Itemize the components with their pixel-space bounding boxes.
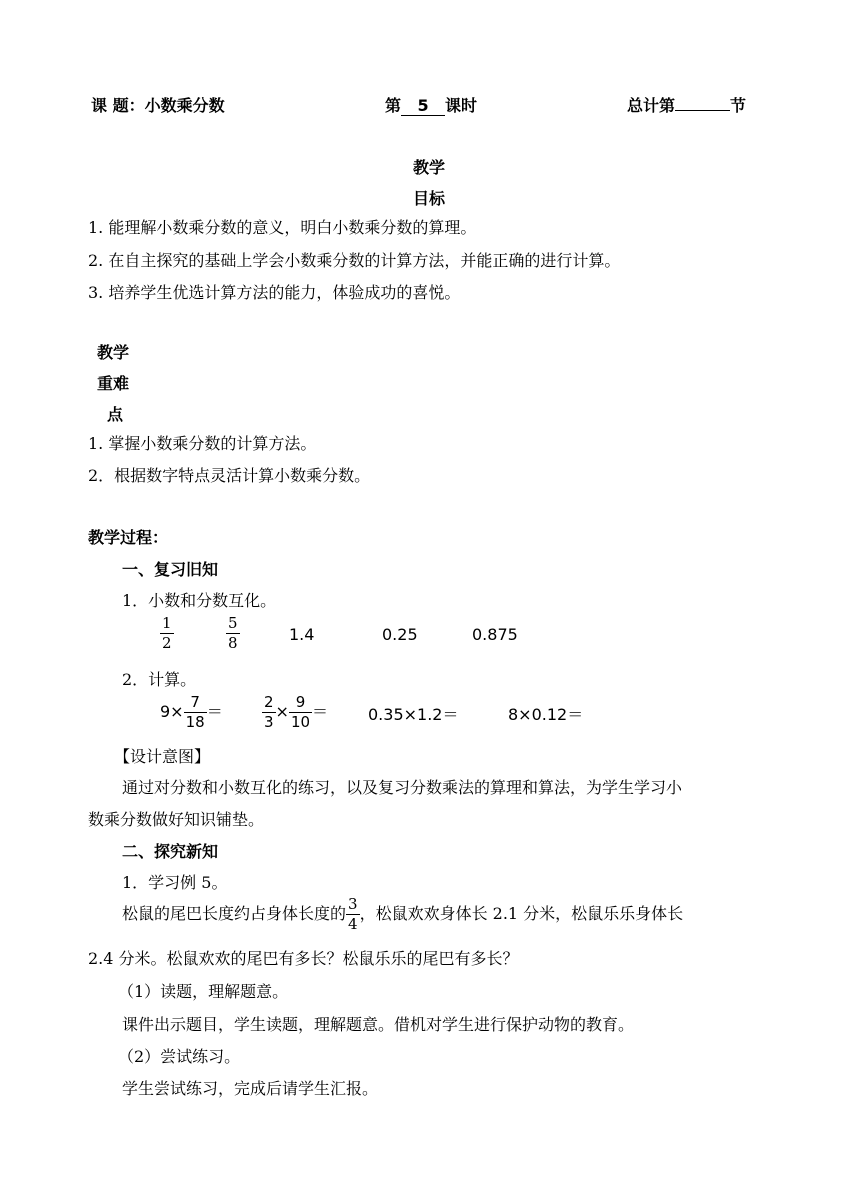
fraction-numerator: 5 (228, 614, 238, 632)
keypoints-heading-3: 点 (107, 405, 124, 424)
example-line-2: 2.4 分米。松鼠欢欢的尾巴有多长？松鼠乐乐的尾巴有多长？ (88, 949, 519, 968)
calc-expression-3: 0.35×1.2＝ (368, 705, 459, 724)
step-1: （1）读题，理解题意。 (118, 982, 289, 1001)
review-item-2: 2．计算。 (122, 670, 197, 689)
fraction-denominator: 8 (228, 634, 238, 652)
review-heading: 一、复习旧知 (122, 560, 219, 579)
fraction-numerator: 3 (348, 895, 358, 913)
total-no (675, 110, 730, 111)
example-line-1 (122, 894, 683, 934)
step-1-text: 课件出示题目，学生读题，理解题意。借机对学生进行保护动物的教育。 (122, 1015, 635, 1034)
keypoints-heading-2: 重难 (97, 374, 130, 393)
calc-expression-2 (262, 692, 328, 732)
keypoint-item: 2．根据数字特点灵活计算小数乘分数。 (88, 466, 371, 485)
goals-heading-2: 目标 (413, 189, 446, 208)
explore-item-1: 1．学习例 5。 (122, 873, 228, 892)
review-item-1: 1．小数和分数互化。 (122, 591, 277, 610)
design-text-line-2: 数乘分数做好知识铺垫。 (88, 810, 265, 829)
goals-heading-1: 教学 (413, 158, 446, 177)
conversion-decimal: 1.4 (289, 625, 315, 644)
keypoints-heading-1: 教学 (97, 343, 130, 362)
fraction-denominator: 3 (264, 713, 274, 731)
calc-text: ＝ (206, 702, 223, 721)
fraction-denominator: 4 (348, 915, 358, 933)
process-heading: 教学过程： (88, 528, 169, 547)
fraction-denominator: 10 (290, 713, 311, 731)
fraction-numerator: 2 (264, 693, 274, 711)
topic-label: 课 题： (91, 96, 145, 115)
calc-text: 9× (160, 702, 184, 721)
conversion-decimal: 0.875 (472, 625, 518, 644)
fraction-denominator: 2 (162, 634, 172, 652)
example-text: 松鼠的尾巴长度约占身体长度的 (122, 904, 347, 923)
calc-expression-4: 8×0.12＝ (508, 705, 584, 724)
lesson-no: 5 (401, 97, 445, 116)
calc-text: ＝ (312, 702, 329, 721)
design-label: 【设计意图】 (114, 747, 211, 766)
calc-expression-1 (160, 692, 223, 732)
explore-heading: 二、探究新知 (122, 842, 219, 861)
design-text-line-1: 通过对分数和小数互化的练习，以及复习分数乘法的算理和算法，为学生学习小 (122, 778, 683, 797)
conversion-decimal: 0.25 (382, 625, 418, 644)
example-text: ，松鼠欢欢身体长 2.1 分米，松鼠乐乐身体长 (359, 904, 684, 923)
conversion-fraction (226, 614, 240, 653)
fraction-denominator: 18 (185, 713, 205, 731)
total-suffix: 节 (730, 96, 747, 115)
conversion-fraction (160, 614, 174, 653)
step-2: （2）尝试练习。 (118, 1047, 241, 1066)
total-prefix: 总计第 (627, 96, 676, 115)
keypoint-item: 1. 掌握小数乘分数的计算方法。 (88, 434, 317, 453)
fraction-numerator: 1 (162, 614, 172, 632)
goal-item: 3. 培养学生优选计算方法的能力，体验成功的喜悦。 (88, 283, 461, 302)
goal-item: 2. 在自主探究的基础上学会小数乘分数的计算方法，并能正确的进行计算。 (88, 251, 621, 270)
fraction-numerator: 7 (184, 693, 207, 713)
lesson-number (385, 96, 477, 116)
topic-title: 小数乘分数 (144, 96, 225, 115)
lesson-prefix: 第 (385, 96, 402, 115)
total-number (627, 96, 746, 116)
lesson-suffix: 课时 (445, 96, 478, 115)
topic-line (91, 96, 225, 116)
step-2-text: 学生尝试练习，完成后请学生汇报。 (122, 1079, 379, 1098)
goal-item: 1. 能理解小数乘分数的意义，明白小数乘分数的算理。 (88, 218, 477, 237)
fraction-numerator: 9 (289, 693, 312, 713)
calc-text: × (275, 702, 289, 721)
